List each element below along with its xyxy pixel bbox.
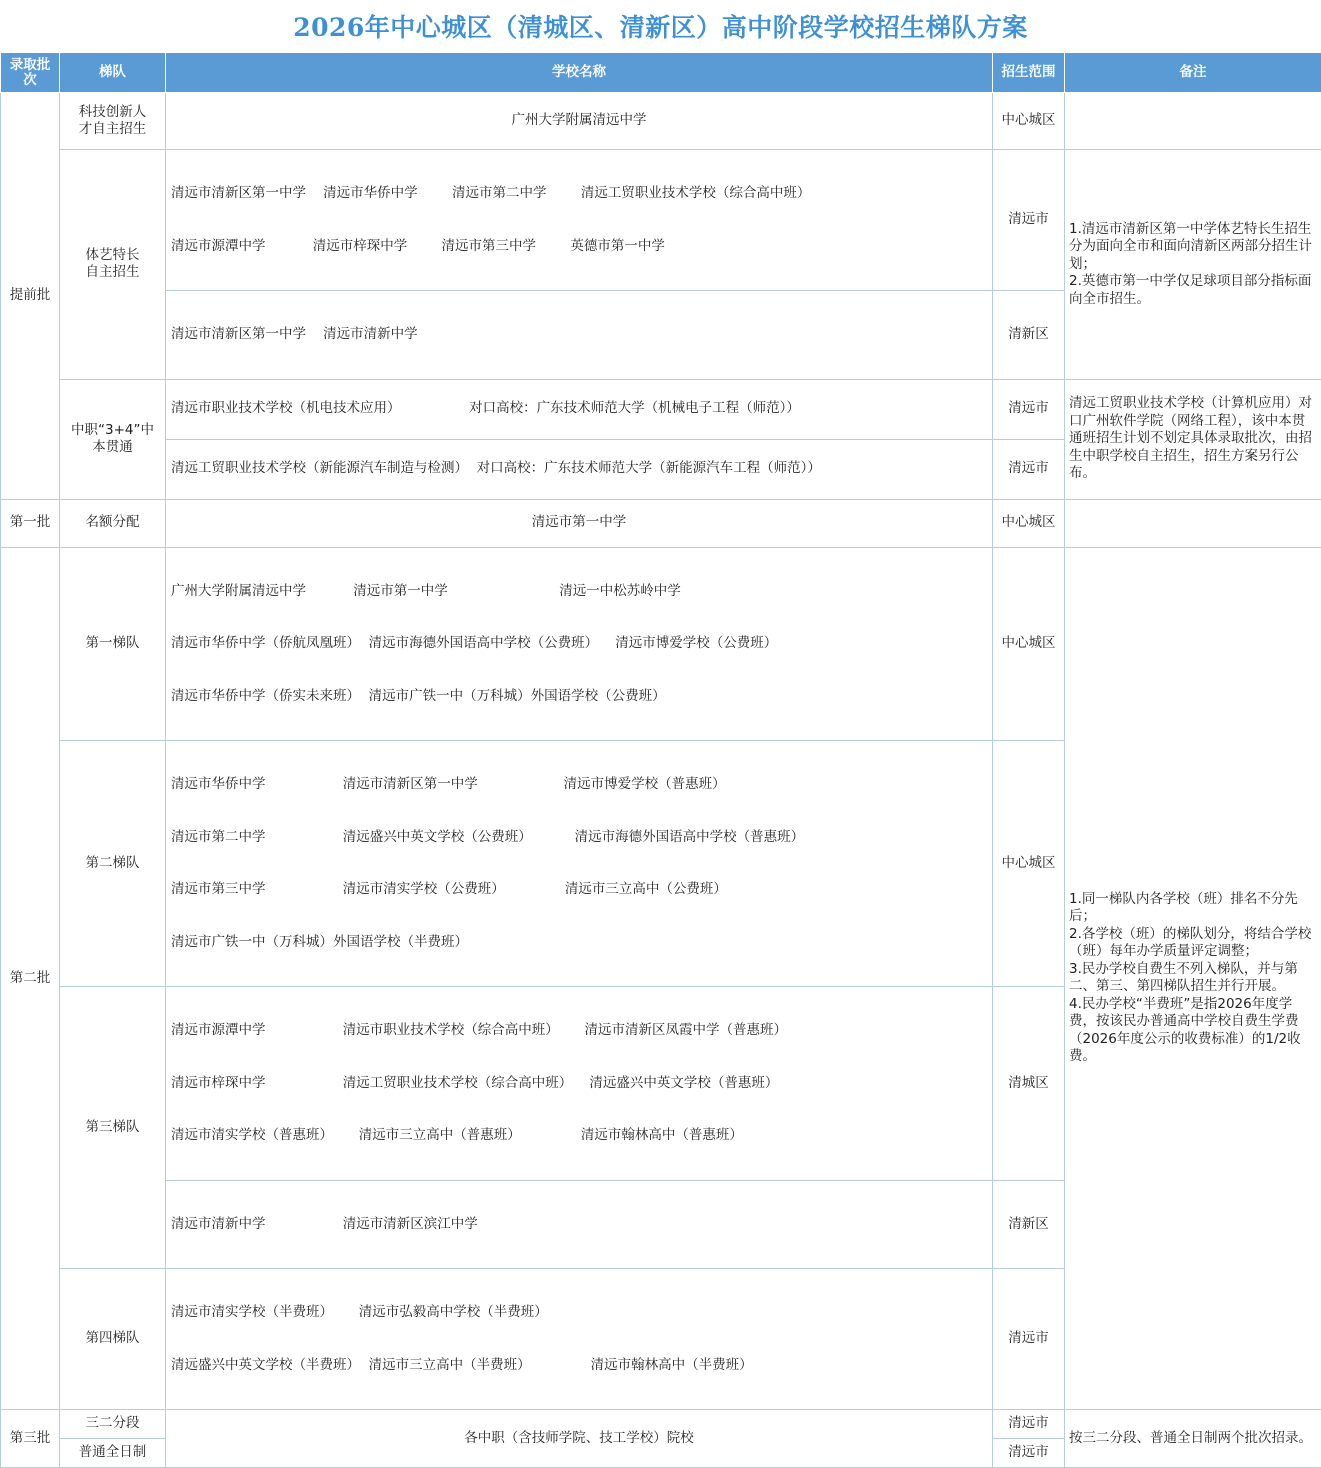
header-note: 备注 xyxy=(1065,53,1321,93)
school-line: 清远市第三中学 清远市清实学校（公费班） 清远市三立高中（公费班） xyxy=(171,881,988,899)
tier-1: 第一梯队 xyxy=(60,547,166,741)
scope-third-a: 清远市 xyxy=(993,1410,1065,1439)
note-line: 2.各学校（班）的梯队划分，将结合学校（班）每年办学质量评定调整； xyxy=(1069,926,1317,961)
table-row xyxy=(1,93,1321,150)
note-empty xyxy=(1065,499,1321,547)
school-line: 清远盛兴中英文学校（半费班） 清远市三立高中（半费班） 清远市翰林高中（半费班） xyxy=(171,1357,988,1375)
note-line: 1.同一梯队内各学校（班）排名不分先后； xyxy=(1069,891,1317,926)
school-line: 清远市广铁一中（万科城）外国语学校（半费班） xyxy=(171,934,988,952)
scope-quota: 中心城区 xyxy=(993,499,1065,547)
school-line: 清远市华侨中学（侨实未来班） 清远市广铁一中（万科城）外国语学校（公费班） xyxy=(171,688,988,706)
school-line: 广州大学附属清远中学 清远市第一中学 清远一中松苏岭中学 xyxy=(171,583,988,601)
school-line: 清远市梓琛中学 清远工贸职业技术学校（综合高中班） 清远盛兴中英文学校（普惠班） xyxy=(171,1075,988,1093)
school-line: 清远市华侨中学（侨航凤凰班） 清远市海德外国语高中学校（公费班） 清远市博爱学校（公费班） xyxy=(171,635,988,653)
tier-2: 第二梯队 xyxy=(60,741,166,987)
school-tier-2 xyxy=(166,741,993,987)
header-tier: 梯队 xyxy=(60,53,166,93)
note-line: 4.民办学校“半费班”是指2026年度学费，按该民办普通高中学校自费生学费（2026年度公示的收费标准）的1/2收费。 xyxy=(1069,996,1317,1066)
scope-tier-1: 中心城区 xyxy=(993,547,1065,741)
batch-second: 第二批 xyxy=(1,547,60,1410)
scope-tier-4: 清远市 xyxy=(993,1269,1065,1410)
school-art-1 xyxy=(166,150,993,291)
header-school: 学校名称 xyxy=(166,53,993,93)
school-line: 清远市源潭中学 清远市梓琛中学 清远市第三中学 英德市第一中学 xyxy=(171,238,988,256)
batch-early: 提前批 xyxy=(1,93,60,500)
school-third: 各中职（含技师学院、技工学校）院校 xyxy=(166,1410,993,1468)
admission-table xyxy=(0,52,1321,1468)
header-row xyxy=(1,53,1321,93)
table-row xyxy=(1,379,1321,439)
page-title: 2026年中心城区（清城区、清新区）高中阶段学校招生梯队方案 xyxy=(0,0,1321,52)
school-vocational-1: 清远市职业技术学校（机电技术应用） 对口高校：广东技术师范大学（机械电子工程（师范）） xyxy=(166,379,993,439)
school-tier-3-1 xyxy=(166,987,993,1181)
table-row xyxy=(1,547,1321,741)
note-third: 按三二分段、普通全日制两个批次招录。 xyxy=(1065,1410,1321,1468)
scope-tech: 中心城区 xyxy=(993,93,1065,150)
school-line: 清远市清新中学 清远市清新区滨江中学 xyxy=(171,1216,988,1234)
tier-fulltime: 普通全日制 xyxy=(60,1439,166,1468)
school-art-2 xyxy=(166,291,993,380)
school-tech: 广州大学附属清远中学 xyxy=(166,93,993,150)
tier-quota: 名额分配 xyxy=(60,499,166,547)
scope-vocational-1: 清远市 xyxy=(993,379,1065,439)
school-line: 清远市清实学校（普惠班） 清远市三立高中（普惠班） 清远市翰林高中（普惠班） xyxy=(171,1127,988,1145)
tier-tech: 科技创新人才自主招生 xyxy=(60,93,166,150)
scope-tier-2: 中心城区 xyxy=(993,741,1065,987)
batch-third: 第三批 xyxy=(1,1410,60,1468)
note-vocational: 清远工贸职业技术学校（计算机应用）对口广州软件学院（网络工程），该中本贯通班招生计划不划定具体录取批次，由招生中职学校自主招生，招生方案另行公布。 xyxy=(1065,379,1321,499)
school-tier-1 xyxy=(166,547,993,741)
header-scope: 招生范围 xyxy=(993,53,1065,93)
header-batch: 录取批次 xyxy=(1,53,60,93)
school-line: 清远市第二中学 清远盛兴中英文学校（公费班） 清远市海德外国语高中学校（普惠班） xyxy=(171,829,988,847)
note-second-batch xyxy=(1065,547,1321,1410)
school-tier-4 xyxy=(166,1269,993,1410)
table-row xyxy=(1,1410,1321,1439)
school-quota: 清远市第一中学 xyxy=(166,499,993,547)
note-line: 2.英德市第一中学仅足球项目部分指标面向全市招生。 xyxy=(1069,273,1317,308)
school-line: 清远市源潭中学 清远市职业技术学校（综合高中班） 清远市清新区凤霞中学（普惠班） xyxy=(171,1022,988,1040)
note-line: 3.民办学校自费生不列入梯队，并与第二、第三、第四梯队招生并行开展。 xyxy=(1069,961,1317,996)
school-line: 清远市华侨中学 清远市清新区第一中学 清远市博爱学校（普惠班） xyxy=(171,776,988,794)
tier-vocational: 中职“3+4”中本贯通 xyxy=(60,379,166,499)
scope-tier-3-1: 清城区 xyxy=(993,987,1065,1181)
scope-art-2: 清新区 xyxy=(993,291,1065,380)
table-row xyxy=(1,150,1321,291)
scope-art-1: 清远市 xyxy=(993,150,1065,291)
scope-tier-3-2: 清新区 xyxy=(993,1180,1065,1269)
tier-art: 体艺特长自主招生 xyxy=(60,150,166,380)
tier-4: 第四梯队 xyxy=(60,1269,166,1410)
school-tier-3-2 xyxy=(166,1180,993,1269)
school-vocational-2: 清远工贸职业技术学校（新能源汽车制造与检测） 对口高校：广东技术师范大学（新能源汽车工程（师范）） xyxy=(166,439,993,499)
tier-32: 三二分段 xyxy=(60,1410,166,1439)
table-row xyxy=(1,499,1321,547)
batch-first: 第一批 xyxy=(1,499,60,547)
note-art xyxy=(1065,150,1321,380)
school-line: 清远市清新区第一中学 清远市华侨中学 清远市第二中学 清远工贸职业技术学校（综合高中班） xyxy=(171,185,988,203)
scope-vocational-2: 清远市 xyxy=(993,439,1065,499)
school-line: 清远市清实学校（半费班） 清远市弘毅高中学校（半费班） xyxy=(171,1304,988,1322)
note-empty xyxy=(1065,93,1321,150)
school-line: 清远市清新区第一中学 清远市清新中学 xyxy=(171,326,988,344)
tier-3: 第三梯队 xyxy=(60,987,166,1269)
scope-third-b: 清远市 xyxy=(993,1439,1065,1468)
note-line: 1.清远市清新区第一中学体艺特长生招生分为面向全市和面向清新区两部分招生计划； xyxy=(1069,221,1317,274)
